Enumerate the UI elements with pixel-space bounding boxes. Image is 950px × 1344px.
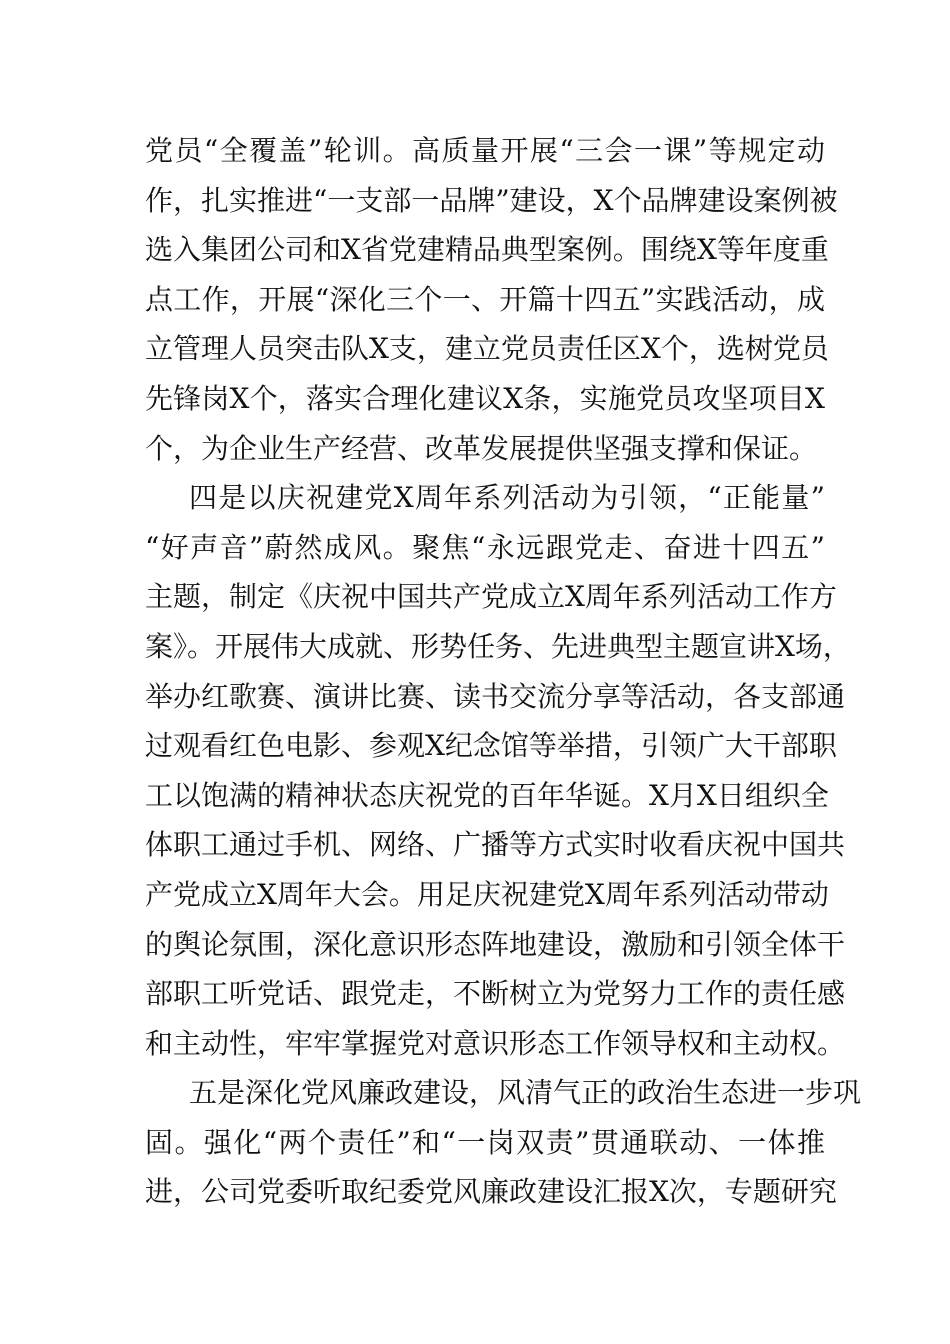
text-line: 立管理人员突击队X支，建立党员责任区X个，选树党员: [145, 332, 829, 366]
text-line: 进，公司党委听取纪委党风廉政建设汇报X次，专题研究: [145, 1175, 837, 1209]
paragraph-start-line: 四是以庆祝建党X周年系列活动为引领，“正能量”: [189, 481, 825, 515]
text-line: 个，为企业生产经营、改革发展提供坚强支撑和保证。: [145, 431, 818, 465]
text-line: 党员“全覆盖”轮训。高质量开展“三会一课”等规定动: [145, 134, 825, 167]
text-line: 的舆论氛围，深化意识形态阵地建设，激励和引领全体干: [145, 927, 846, 961]
text-line: 体职工通过手机、网络、广播等方式实时收看庆祝中国共: [145, 828, 846, 862]
text-line: 主题，制定《庆祝中国共产党成立X周年系列活动工作方: [145, 580, 837, 614]
text-line: 案》。开展伟大成就、形势任务、先进典型主题宣讲X场，: [145, 629, 851, 663]
text-line: “好声音”蔚然成风。聚焦“永远跟党走、奋进十四五”: [145, 530, 825, 564]
text-line: 产党成立X周年大会。用足庆祝建党X周年系列活动带动: [145, 877, 829, 911]
text-line: 工以饱满的精神状态庆祝党的百年华诞。X月X日组织全: [145, 778, 829, 812]
paragraph-start-line: 五是深化党风廉政建设，风清气正的政治生态进一步巩: [189, 1076, 862, 1110]
text-line: 过观看红色电影、参观X纪念馆等举措，引领广大干部职: [145, 729, 837, 763]
text-line: 举办红歌赛、演讲比赛、读书交流分享等活动，各支部通: [145, 679, 846, 713]
text-line: 点工作，开展“深化三个一、开篇十四五”实践活动，成: [145, 282, 825, 316]
body-text: [145, 126, 862, 1217]
text-line: 先锋岗X个，落实合理化建议X条，实施党员攻坚项目X: [145, 381, 825, 415]
text-line: 和主动性，牢牢掌握党对意识形态工作领导权和主动权。: [145, 1026, 846, 1060]
text-line: 选入集团公司和X省党建精品典型案例。围绕X等年度重: [145, 233, 829, 267]
text-line: 固。强化“两个责任”和“一岗双责”贯通联动、一体推: [145, 1125, 825, 1159]
text-line: 作，扎实推进“一支部一品牌”建设，X个品牌建设案例被: [145, 183, 838, 217]
text-line: 部职工听党话、跟党走，不断树立为党努力工作的责任感: [145, 977, 846, 1011]
